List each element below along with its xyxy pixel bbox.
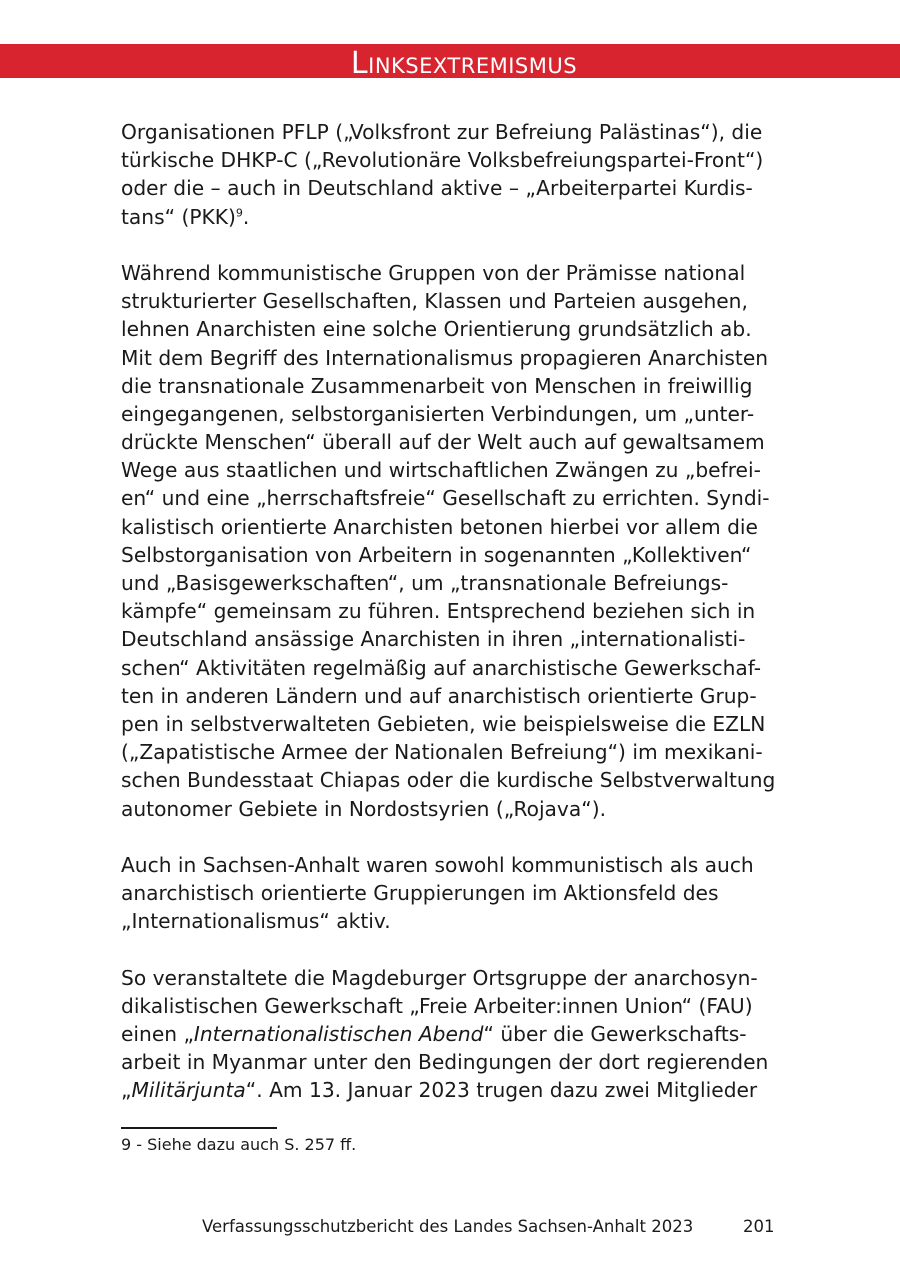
text-segment: einen „	[121, 1022, 194, 1046]
text-line: kalistisch orientierte Anarchisten betonen hierbei vor allem die	[121, 514, 758, 539]
text-line: die transnationale Zusammenarbeit von Menschen in freiwillig	[121, 373, 753, 398]
paragraph-internationalism	[121, 259, 786, 823]
text-line: anarchistisch orientierte Gruppierungen im Aktionsfeld des	[121, 881, 719, 906]
text-line: lehnen Anarchisten eine solche Orientierung grundsätzlich ab.	[121, 317, 752, 342]
text-segment: „	[121, 1078, 132, 1103]
text-line: ten in anderen Ländern und auf anarchistisch orientierte Grup-	[121, 683, 757, 708]
text-segment: “ über die Gewerkschafts-	[483, 1022, 747, 1046]
text-line: pen in selbstverwalteten Gebieten, wie beispielsweise die EZLN	[121, 711, 766, 736]
text-line: türkische DHKP-C („Revolutionäre Volksbefreiungspartei-Front“)	[121, 148, 764, 173]
paragraph-organisations	[121, 118, 786, 231]
text-line: Während kommunistische Gruppen von der Prämisse national	[121, 260, 746, 285]
text-line: Selbstorganisation von Arbeitern in sogenannten „Kollektiven“	[121, 542, 752, 567]
page-number: 201	[743, 1217, 775, 1236]
text-line: en“ und eine „herrschaftsfreie“ Gesellschaft zu errichten. Syndi-	[121, 486, 770, 511]
footnote-divider	[121, 1127, 277, 1129]
body-text	[121, 118, 786, 1105]
text-line	[121, 1076, 786, 1104]
text-line: „Internationalismus“ aktiv.	[121, 909, 391, 934]
text-line: eingegangenen, selbstorganisierten Verbindungen, um „unter-	[121, 401, 755, 426]
emphasized-text: Internationalistischen Abend	[193, 1022, 484, 1046]
text-line	[121, 1020, 786, 1048]
footnote-reference[interactable]: 9	[235, 205, 243, 219]
footer-publication-title: Verfassungsschutzbericht des Landes Sachsen-Anhalt 2023	[202, 1217, 694, 1236]
text-segment: .	[242, 204, 250, 229]
text-line: Auch in Sachsen-Anhalt waren sowohl kommunistisch als auch	[121, 852, 754, 877]
text-line	[121, 203, 786, 231]
text-line: und „Basisgewerkschaften“, um „transnationale Befreiungs-	[121, 571, 729, 595]
text-line: arbeit in Myanmar unter den Bedingungen der dort regierenden	[121, 1050, 769, 1075]
text-line: Organisationen PFLP („Volksfront zur Befreiung Palästinas“), die	[121, 120, 763, 144]
text-segment: “. Am 13. Januar 2023 trugen dazu zwei Mitglieder	[245, 1078, 758, 1103]
text-line: drückte Menschen“ überall auf der Welt auch auf gewaltsamem	[121, 430, 765, 455]
text-line: kämpfe“ gemeinsam zu führen. Entsprechend beziehen sich in	[121, 599, 756, 624]
paragraph-sachsen-anhalt	[121, 851, 786, 936]
text-line: So veranstaltete die Magdeburger Ortsgruppe der anarchosyn-	[121, 965, 758, 990]
footnote-text: 9 - Siehe dazu auch S. 257 ff.	[121, 1135, 357, 1154]
text-line: oder die – auch in Deutschland aktive – „Arbeiterpartei Kurdis-	[121, 176, 753, 201]
emphasized-text: Militärjunta	[131, 1078, 246, 1103]
text-line: autonomer Gebiete in Nordostsyrien („Rojava“).	[121, 796, 606, 821]
text-line: Mit dem Begriff des Internationalismus propagieren Anarchisten	[121, 345, 769, 370]
paragraph-fau-event	[121, 964, 786, 1105]
text-line: schen Bundesstaat Chiapas oder die kurdische Selbstverwaltung	[121, 768, 776, 793]
text-segment: tans“ (PKK)	[121, 204, 236, 229]
text-line: schen“ Aktivitäten regelmäßig auf anarchistische Gewerkschaf-	[121, 655, 762, 680]
text-line: dikalistischen Gewerkschaft „Freie Arbeiter:innen Union“ (FAU)	[121, 993, 753, 1018]
text-line: strukturierter Gesellschaften, Klassen und Parteien ausgehen,	[121, 289, 748, 314]
text-line: Wege aus staatlichen und wirtschaftlichen Zwängen zu „befrei-	[121, 458, 761, 483]
text-line: Deutschland ansässige Anarchisten in ihren „internationalisti-	[121, 627, 746, 652]
text-line: („Zapatistische Armee der Nationalen Befreiung“) im mexikani-	[121, 740, 763, 765]
section-title: Linksextremismus	[350, 46, 578, 81]
